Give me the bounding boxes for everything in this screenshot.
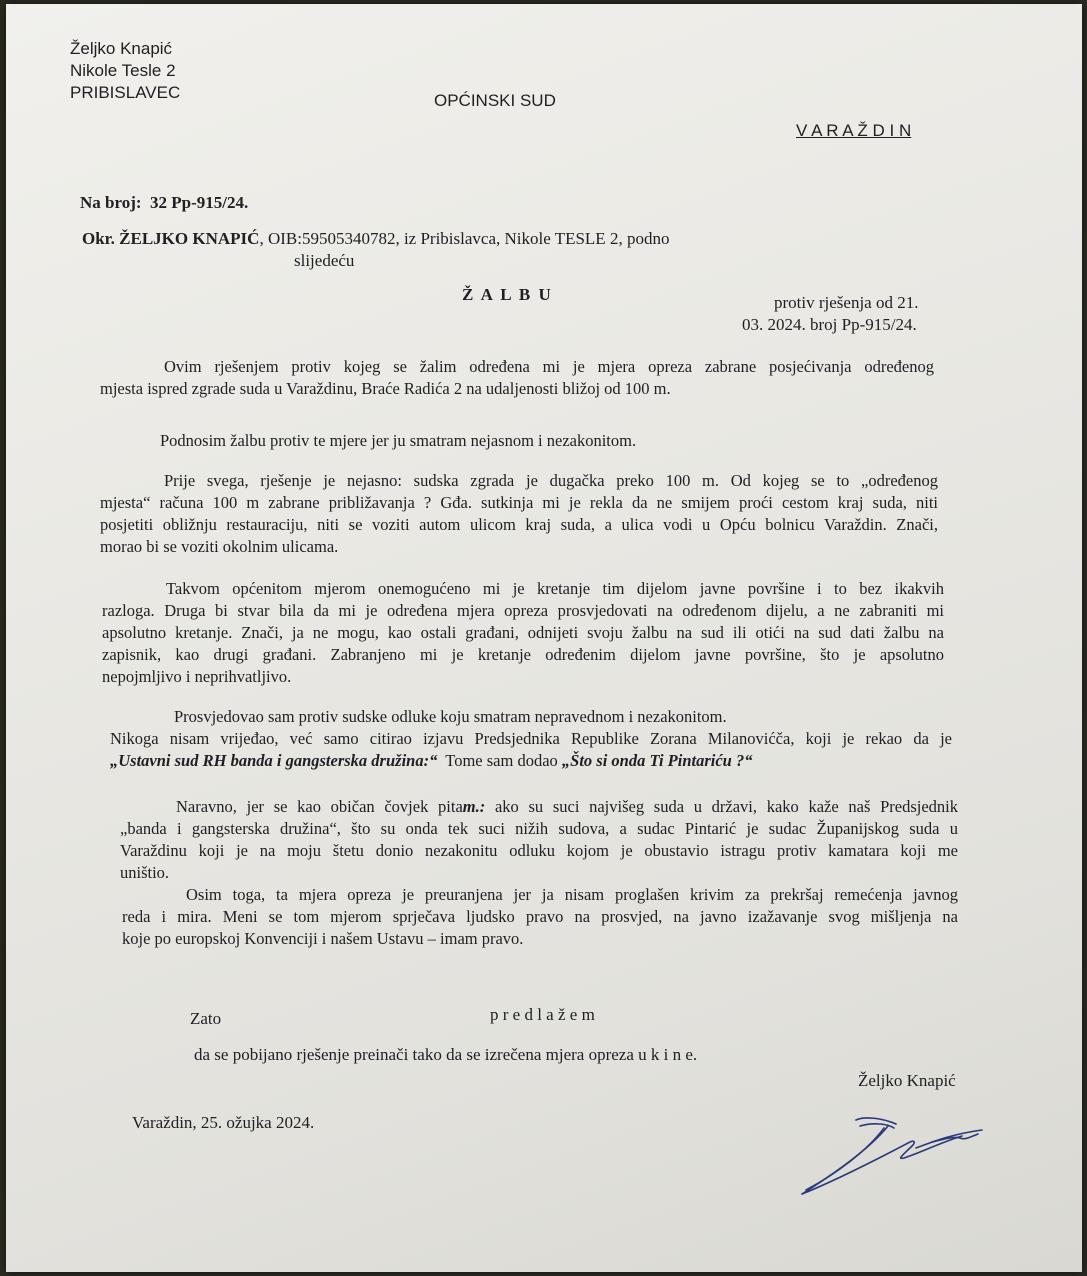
- p5-line: Prosvjedovao sam protiv sudske odluke koju smatram nepravednom i nezakonitom.: [174, 707, 727, 726]
- paragraph-4: [102, 578, 944, 688]
- paragraph-6: [120, 796, 958, 884]
- against-line1: protiv rješenja od 21.: [774, 293, 919, 312]
- place-date: Varaždin, 25. ožujka 2024.: [132, 1113, 315, 1132]
- p4-line: razloga. Druga bi stvar bila da mi je određena mjera opreza prosvjedovati na određenom dijelu, a ne zabraniti mi: [102, 601, 944, 620]
- p4-line: zapisnik, kao drugi građani. Zabranjeno mi je kretanje određenim dijelom javne površine, što je apsolutno: [102, 645, 944, 664]
- p7-line: reda i mira. Meni se tom mjerom sprječava ljudsko pravo na prosvjed, na javno izažavanje svog mišljenja na: [122, 907, 958, 926]
- reference-number: 32 Pp-915/24.: [150, 193, 249, 212]
- paragraph-7: [122, 884, 958, 950]
- closing-request: da se pobijano rješenje preinači tako da se izrečena mjera opreza u k i n e.: [194, 1045, 698, 1064]
- recipient-court: OPĆINSKI SUD: [434, 91, 556, 110]
- p6-line: Varaždinu koji je na moju štetu donio nezakonitu odluku kojom je obustavio istragu protiv kamatara koji me: [120, 841, 958, 860]
- p7-line: Osim toga, ta mjera opreza je preuranjena jer ja nisam proglašen krivim za prekršaj remećenja javnog: [186, 885, 958, 904]
- recipient-city: V A R A Ž D I N: [796, 121, 912, 140]
- p5-line: [110, 750, 952, 772]
- p6-line: „banda i gangsterska družina“, što su onda tek suci nižih sudova, a sudac Pintarić je sudac Županijskog suda u: [120, 819, 958, 838]
- paragraph-1: [100, 356, 934, 400]
- sender-street: Nikole Tesle 2: [70, 61, 176, 80]
- p6-text: Naravno, jer se kao običan čovjek pita: [176, 797, 463, 816]
- document-title: Ž A L B U: [462, 285, 553, 304]
- p6-text: ako su suci najvišeg suda u državi, kako kaže naš Predsjednik: [485, 797, 958, 816]
- quote-pintaric: „Što si onda Ti Pintariću ?“: [561, 751, 753, 770]
- p6-line: [120, 796, 958, 818]
- party-prefix: Okr. ŽELJKO KNAPIĆ: [82, 229, 260, 248]
- p3-line: posjetiti obližnju restauraciju, niti se voziti autom ulicom kraj suda, a ulica vodi u Opću bolnicu Varaždin. Znači,: [100, 515, 938, 534]
- p3-line: Prije svega, rješenje je nejasno: sudska zgrada je dugačka preko 100 m. Od kojeg se to „određenog: [164, 471, 938, 490]
- party-line: [82, 228, 669, 250]
- paragraph-5: [110, 706, 952, 772]
- reference-line: [80, 192, 248, 214]
- paragraph-2: [160, 430, 860, 452]
- p4-line: nepojmljivo i neprihvatljivo.: [102, 667, 292, 686]
- closing-zato: Zato: [190, 1009, 222, 1028]
- handwritten-signature: [792, 1112, 992, 1202]
- p5-line: Nikoga nisam vrijeđao, već samo citirao izjavu Predsjednika Republike Zorana Milanovićča, koji je rekao da je: [110, 729, 952, 748]
- quote-constitutional-court: „Ustavni sud RH banda i gangsterska družina:“: [110, 751, 438, 770]
- document-page: [6, 4, 1082, 1272]
- p6-line: uništio.: [120, 863, 170, 882]
- sender-name: Željko Knapić: [70, 39, 173, 58]
- p4-line: apsolutno kretanje. Znači, ja ne mogu, kao ostali građani, odnijeti svoju žalbu na sud ili otići na sud dati žalbu na: [102, 623, 944, 642]
- p7-line: koje po europskoj Konvenciji i našem Ustavu – imam pravo.: [122, 929, 524, 948]
- reference-label: Na broj:: [80, 193, 142, 212]
- party-details: , OIB:59505340782, iz Pribislavca, Nikole TESLE 2, podno: [259, 229, 670, 248]
- party-line2: slijedeću: [294, 251, 355, 270]
- against-line2: 03. 2024. broj Pp-915/24.: [742, 315, 917, 334]
- p4-line: Takvom općenitom mjerom onemogućeno mi je kretanje tim dijelom javne površine i to bez ikakvih: [166, 579, 944, 598]
- p5-mid-text: Tome sam dodao: [437, 751, 562, 770]
- p1-line: mjesta ispred zgrade suda u Varaždinu, Braće Radića 2 na udaljenosti bližoj od 100 m.: [100, 379, 671, 398]
- p3-line: mjesta“ računa 100 m zabrane približavanja ? Gđa. sutkinja mi je rekla da ne smijem proći cestom kraj suda, niti: [100, 493, 938, 512]
- p3-line: morao bi se voziti okolnim ulicama.: [100, 537, 339, 556]
- signature-name: Željko Knapić: [858, 1071, 956, 1090]
- p6-emphasis: m.:: [462, 797, 486, 816]
- sender-city: PRIBISLAVEC: [70, 83, 181, 102]
- p1-line: Ovim rješenjem protiv kojeg se žalim određena mi je mjera opreza zabrane posjećivanja određenog: [164, 357, 934, 376]
- closing-predlazem: p r e d l a ž e m: [490, 1005, 595, 1024]
- paragraph-3: [100, 470, 938, 558]
- p2-line: Podnosim žalbu protiv te mjere jer ju smatram nejasnom i nezakonitom.: [160, 431, 637, 450]
